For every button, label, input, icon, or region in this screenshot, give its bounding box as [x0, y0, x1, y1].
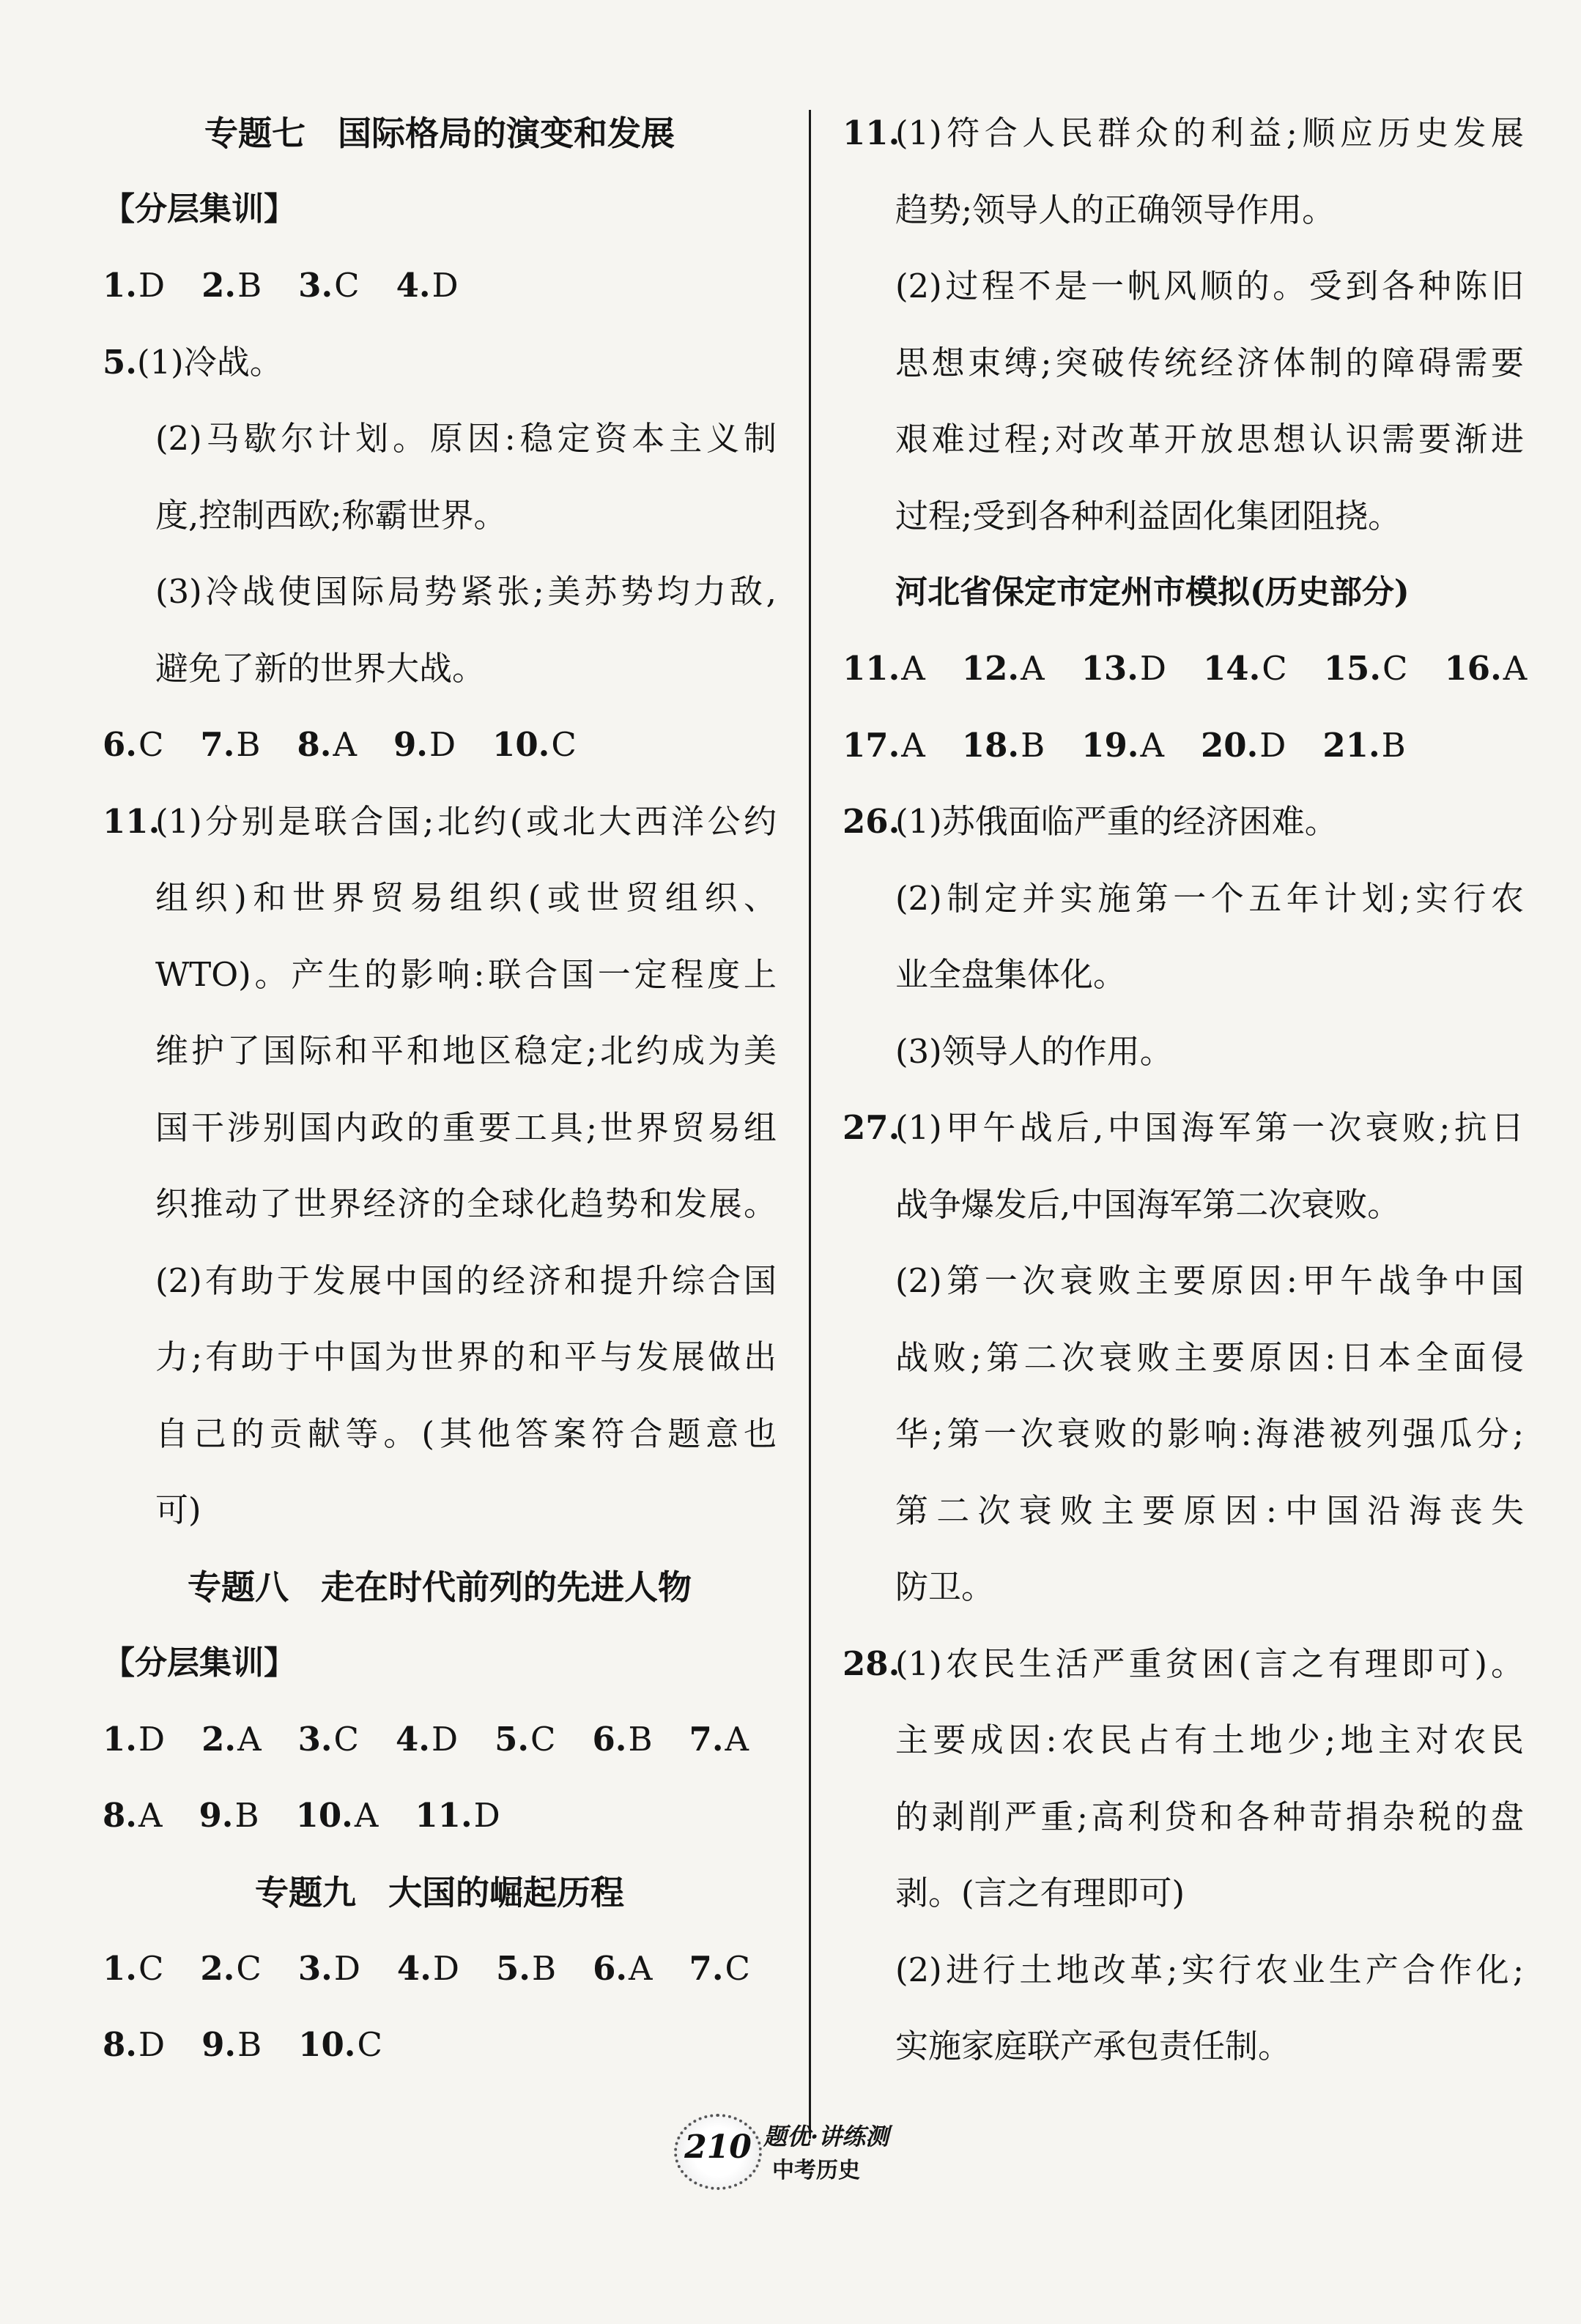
- question-5-line: 5.(1)冷战。: [103, 342, 283, 382]
- answer-item: [200, 1931, 261, 2008]
- answer-text-line: 剥。(言之有理即可): [895, 1874, 1185, 1912]
- answer-item: [1444, 631, 1527, 708]
- question-number: 12.: [961, 649, 1020, 688]
- question-number: 18.: [961, 725, 1020, 765]
- answer-text-line: 避免了新的世界大战。: [155, 648, 486, 688]
- answer-text-line: 织推动了世界经济的全球化趋势和发展。: [155, 1184, 777, 1223]
- answer-letter: C: [357, 2025, 382, 2064]
- answer-text-line: WTO)。产生的影响:联合国一定程度上: [155, 954, 777, 994]
- answer-letter: B: [237, 2025, 262, 2064]
- question-number: 3.: [298, 266, 333, 305]
- answer-text-line: (2)进行土地改革;实行农业生产合作化;: [895, 1950, 1524, 1989]
- question-number: 6.: [103, 725, 137, 764]
- answer-item: [103, 248, 165, 324]
- answer-row: [103, 2007, 777, 2084]
- right-column: [843, 95, 1528, 2085]
- answer-item: [298, 2007, 382, 2084]
- answer-letter: C: [530, 1719, 556, 1759]
- answer-item: [200, 707, 260, 784]
- answer-item: [103, 1701, 165, 1778]
- answer-text-line: 防卫。: [895, 1567, 995, 1606]
- question-number: 9.: [393, 725, 428, 764]
- question-number: 1.: [103, 266, 137, 305]
- answer-letter: B: [236, 725, 261, 764]
- answer-row: [103, 707, 777, 784]
- section-name: 走在时代前列的先进人物: [321, 1567, 692, 1607]
- answer-letter: C: [236, 1948, 262, 1988]
- answer-item: [103, 2007, 165, 2084]
- question-number: 2.: [201, 1719, 237, 1759]
- question-28-line: 28. (1)农民生活严重贫困(言之有理即可)。: [843, 1644, 1524, 1683]
- answer-letter: D: [138, 266, 166, 305]
- answer-letter: C: [551, 725, 577, 764]
- answer-letter: D: [431, 1719, 459, 1759]
- section-number: 专题九: [255, 1872, 356, 1912]
- answer-row: [103, 1778, 777, 1855]
- answer-item: [496, 1931, 556, 2008]
- answer-item: [1081, 708, 1164, 784]
- answer-letter: D: [1259, 725, 1286, 765]
- section-number: 专题八: [188, 1567, 289, 1607]
- answer-item: [415, 1778, 500, 1855]
- answer-item: [201, 2007, 262, 2084]
- question-number: 21.: [1322, 725, 1380, 765]
- answer-text-line: 华;第一次衰败的影响:海港被列强瓜分;: [895, 1414, 1524, 1453]
- answer-letter: A: [237, 1719, 262, 1759]
- page-footer: [674, 2109, 908, 2190]
- answer-letter: B: [237, 266, 262, 305]
- column-divider: [809, 110, 811, 2139]
- layered-training-heading: 【分层集训】: [103, 190, 296, 228]
- answer-item: [297, 707, 356, 784]
- question-number: 19.: [1081, 725, 1139, 765]
- question-27-line: 27. (1)甲午战后,中国海军第一次衰败;抗日: [843, 1108, 1524, 1147]
- answer-text-line: 国干涉别国内政的重要工具;世界贸易组: [155, 1107, 777, 1147]
- answer-letter: B: [234, 1796, 259, 1835]
- answer-text-line: 思想束缚;突破传统经济体制的障碍需要: [895, 343, 1524, 382]
- answer-row: [103, 248, 777, 324]
- answer-item: [296, 1778, 379, 1855]
- answer-item: [1081, 631, 1166, 708]
- question-number: 4.: [395, 1719, 430, 1759]
- answer-text-line: 实施家庭联产承包责任制。: [895, 2027, 1292, 2065]
- answer-text-line: 艰难过程;对改革开放思想认识需要渐进: [895, 420, 1524, 459]
- answer-letter: D: [429, 725, 456, 764]
- answer-letter: A: [1021, 649, 1045, 688]
- answer-item: [1324, 631, 1408, 708]
- answer-text-line: (2)第一次衰败主要原因:甲午战争中国: [895, 1261, 1524, 1300]
- answer-item: [393, 707, 456, 784]
- section-title-9: [103, 1855, 777, 1931]
- question-number: 9.: [201, 2025, 237, 2064]
- answer-letter: A: [354, 1796, 379, 1835]
- answer-text-line: 度,控制西欧;称霸世界。: [155, 495, 507, 535]
- answer-letter: D: [432, 266, 459, 305]
- book-subject: 中考历史: [772, 2158, 860, 2183]
- answer-letter: A: [901, 725, 925, 765]
- answer-text-line: 主要成因:农民占有土地少;地主对农民: [895, 1720, 1524, 1759]
- section-name: 大国的崛起历程: [388, 1872, 624, 1912]
- answer-letter: A: [1503, 649, 1528, 688]
- answer-item: [103, 707, 163, 784]
- answer-text-line: 组织)和世界贸易组织(或世贸组织、: [155, 878, 777, 917]
- answer-text-line: 业全盘集体化。: [895, 955, 1127, 994]
- answer-text-line: (2)制定并实施第一个五年计划;实行农: [895, 878, 1524, 918]
- answer-item: [492, 707, 577, 784]
- answer-text-line: 过程;受到各种利益固化集团阻挠。: [895, 496, 1402, 535]
- answer-item: [962, 631, 1045, 708]
- answer-item: [843, 631, 925, 708]
- answer-item: [396, 248, 459, 324]
- section-title-8: [103, 1549, 777, 1625]
- question-number: 15.: [1323, 649, 1382, 688]
- answer-text-line: 维护了国际和平和地区稳定;北约成为美: [155, 1031, 777, 1070]
- question-number: 4.: [396, 266, 431, 305]
- question-11-line: 11. (1)分别是联合国;北约(或北大西洋公约: [103, 801, 777, 841]
- book-brand: 题优·讲练测: [763, 2123, 889, 2150]
- layered-training-heading: 【分层集训】: [103, 1644, 296, 1682]
- answer-text-line: (2)过程不是一帆风顺的。受到各种陈旧: [895, 267, 1524, 305]
- answer-item: [1201, 708, 1286, 784]
- question-number: 8.: [103, 2025, 137, 2064]
- answer-row: [843, 708, 1524, 784]
- left-column: [103, 95, 777, 2084]
- question-number: 2.: [201, 266, 237, 305]
- answer-text-line: (3)冷战使国际局势紧张;美苏势均力敌,: [155, 572, 777, 611]
- answer-item: [689, 1701, 749, 1778]
- answer-item: [298, 248, 359, 324]
- answer-letter: D: [473, 1796, 500, 1835]
- question-number: 7.: [689, 1948, 724, 1988]
- answer-item: [396, 1701, 458, 1778]
- answer-item: [397, 1931, 459, 2008]
- answer-item: [1322, 708, 1405, 784]
- answer-item: [592, 1701, 652, 1778]
- section-name: 国际格局的演变和发展: [338, 114, 675, 153]
- question-number: 20.: [1200, 725, 1259, 765]
- answer-text-line: 战败;第二次衰败主要原因:日本全面侵: [895, 1337, 1524, 1377]
- question-number: 11.: [843, 649, 900, 688]
- answer-item: [843, 708, 925, 784]
- question-number: 3.: [297, 1948, 333, 1988]
- question-number: 10.: [492, 725, 550, 764]
- question-number: 10.: [295, 1796, 353, 1835]
- page-number: 210: [684, 2128, 752, 2166]
- question-number: 9.: [199, 1796, 234, 1835]
- answer-text-line: 力;有助于中国为世界的和平与发展做出: [155, 1337, 777, 1376]
- question-number: 6.: [592, 1719, 627, 1759]
- question-26-line: 26.(1)苏俄面临严重的经济困难。: [843, 802, 1338, 841]
- answer-text-line: 战争爆发后,中国海军第二次衰败。: [895, 1184, 1401, 1224]
- answer-item: [962, 708, 1045, 784]
- question-number: 5.: [495, 1719, 530, 1759]
- answer-item: [201, 1701, 261, 1778]
- question-number: 6.: [593, 1948, 628, 1988]
- section-title-7: [103, 95, 777, 171]
- answer-letter: B: [531, 1948, 557, 1988]
- answer-item: [1203, 631, 1287, 708]
- answer-text-line: (2)马歇尔计划。原因:稳定资本主义制: [155, 419, 777, 458]
- answer-item: [593, 1931, 652, 2008]
- question-number: 8.: [297, 725, 332, 764]
- answer-row: [103, 1931, 777, 2008]
- question-number: 4.: [396, 1948, 432, 1988]
- answer-row: [103, 1701, 777, 1778]
- answer-letter: A: [138, 1796, 163, 1835]
- answer-item: [689, 1931, 750, 2008]
- answer-row: [843, 631, 1528, 708]
- answer-text-line: (2)有助于发展中国的经济和提升综合国: [155, 1261, 777, 1300]
- answer-letter: D: [1139, 649, 1166, 688]
- question-number: 10.: [298, 2025, 356, 2064]
- exam-title: 河北省保定市定州市模拟(历史部分): [895, 573, 1410, 611]
- answer-item: [201, 248, 262, 324]
- answer-text-line: 自己的贡献等。(其他答案符合题意也: [155, 1414, 777, 1453]
- question-number: 8.: [103, 1796, 137, 1835]
- answer-item: [103, 1778, 162, 1855]
- answer-letter: A: [629, 1948, 653, 1988]
- answer-letter: D: [333, 1948, 360, 1988]
- answer-text-line: (3)领导人的作用。: [895, 1031, 1173, 1071]
- question-number: 11.: [415, 1796, 473, 1835]
- answer-item: [298, 1931, 360, 2008]
- question-number: 1.: [103, 1948, 137, 1988]
- answer-item: [298, 1701, 359, 1778]
- answer-letter: A: [901, 649, 925, 688]
- question-number: 7.: [689, 1719, 724, 1759]
- answer-letter: A: [333, 725, 357, 764]
- question-number: 2.: [200, 1948, 235, 1988]
- answer-letter: D: [432, 1948, 459, 1988]
- answer-letter: D: [138, 1719, 166, 1759]
- answer-letter: C: [333, 1719, 359, 1759]
- answer-item: [495, 1701, 555, 1778]
- question-number: 1.: [103, 1719, 137, 1759]
- answer-letter: A: [1140, 725, 1164, 765]
- section-number: 专题七: [204, 114, 306, 153]
- question-number: 14.: [1202, 649, 1261, 688]
- answer-item: [103, 1931, 163, 2008]
- answer-letter: B: [628, 1719, 653, 1759]
- answer-item: [199, 1778, 259, 1855]
- answer-letter: C: [138, 725, 164, 764]
- question-number: 16.: [1444, 649, 1502, 688]
- answer-letter: D: [138, 2025, 166, 2064]
- answer-letter: C: [1262, 649, 1287, 688]
- answer-text-line: 第二次衰败主要原因:中国沿海丧失: [895, 1490, 1524, 1530]
- answer-letter: C: [1382, 649, 1408, 688]
- answer-letter: B: [1021, 725, 1045, 765]
- question-number: 5.: [496, 1948, 530, 1988]
- answer-letter: C: [725, 1948, 750, 1988]
- answer-letter: C: [138, 1948, 164, 1988]
- question-number: 7.: [200, 725, 235, 764]
- answer-text-line: 趋势;领导人的正确领导作用。: [895, 190, 1336, 229]
- answer-letter: B: [1381, 725, 1406, 765]
- question-number: 3.: [297, 1719, 333, 1759]
- question-number: 17.: [843, 725, 900, 765]
- question-11-line: 11. (1)符合人民群众的利益;顺应历史发展: [843, 114, 1524, 152]
- answer-text-line: 可): [155, 1490, 201, 1529]
- question-number: 13.: [1081, 649, 1138, 688]
- answer-letter: A: [725, 1719, 749, 1759]
- answer-letter: C: [334, 266, 360, 305]
- answer-text-line: 的剥削严重;高利贷和各种苛捐杂税的盘: [895, 1797, 1524, 1836]
